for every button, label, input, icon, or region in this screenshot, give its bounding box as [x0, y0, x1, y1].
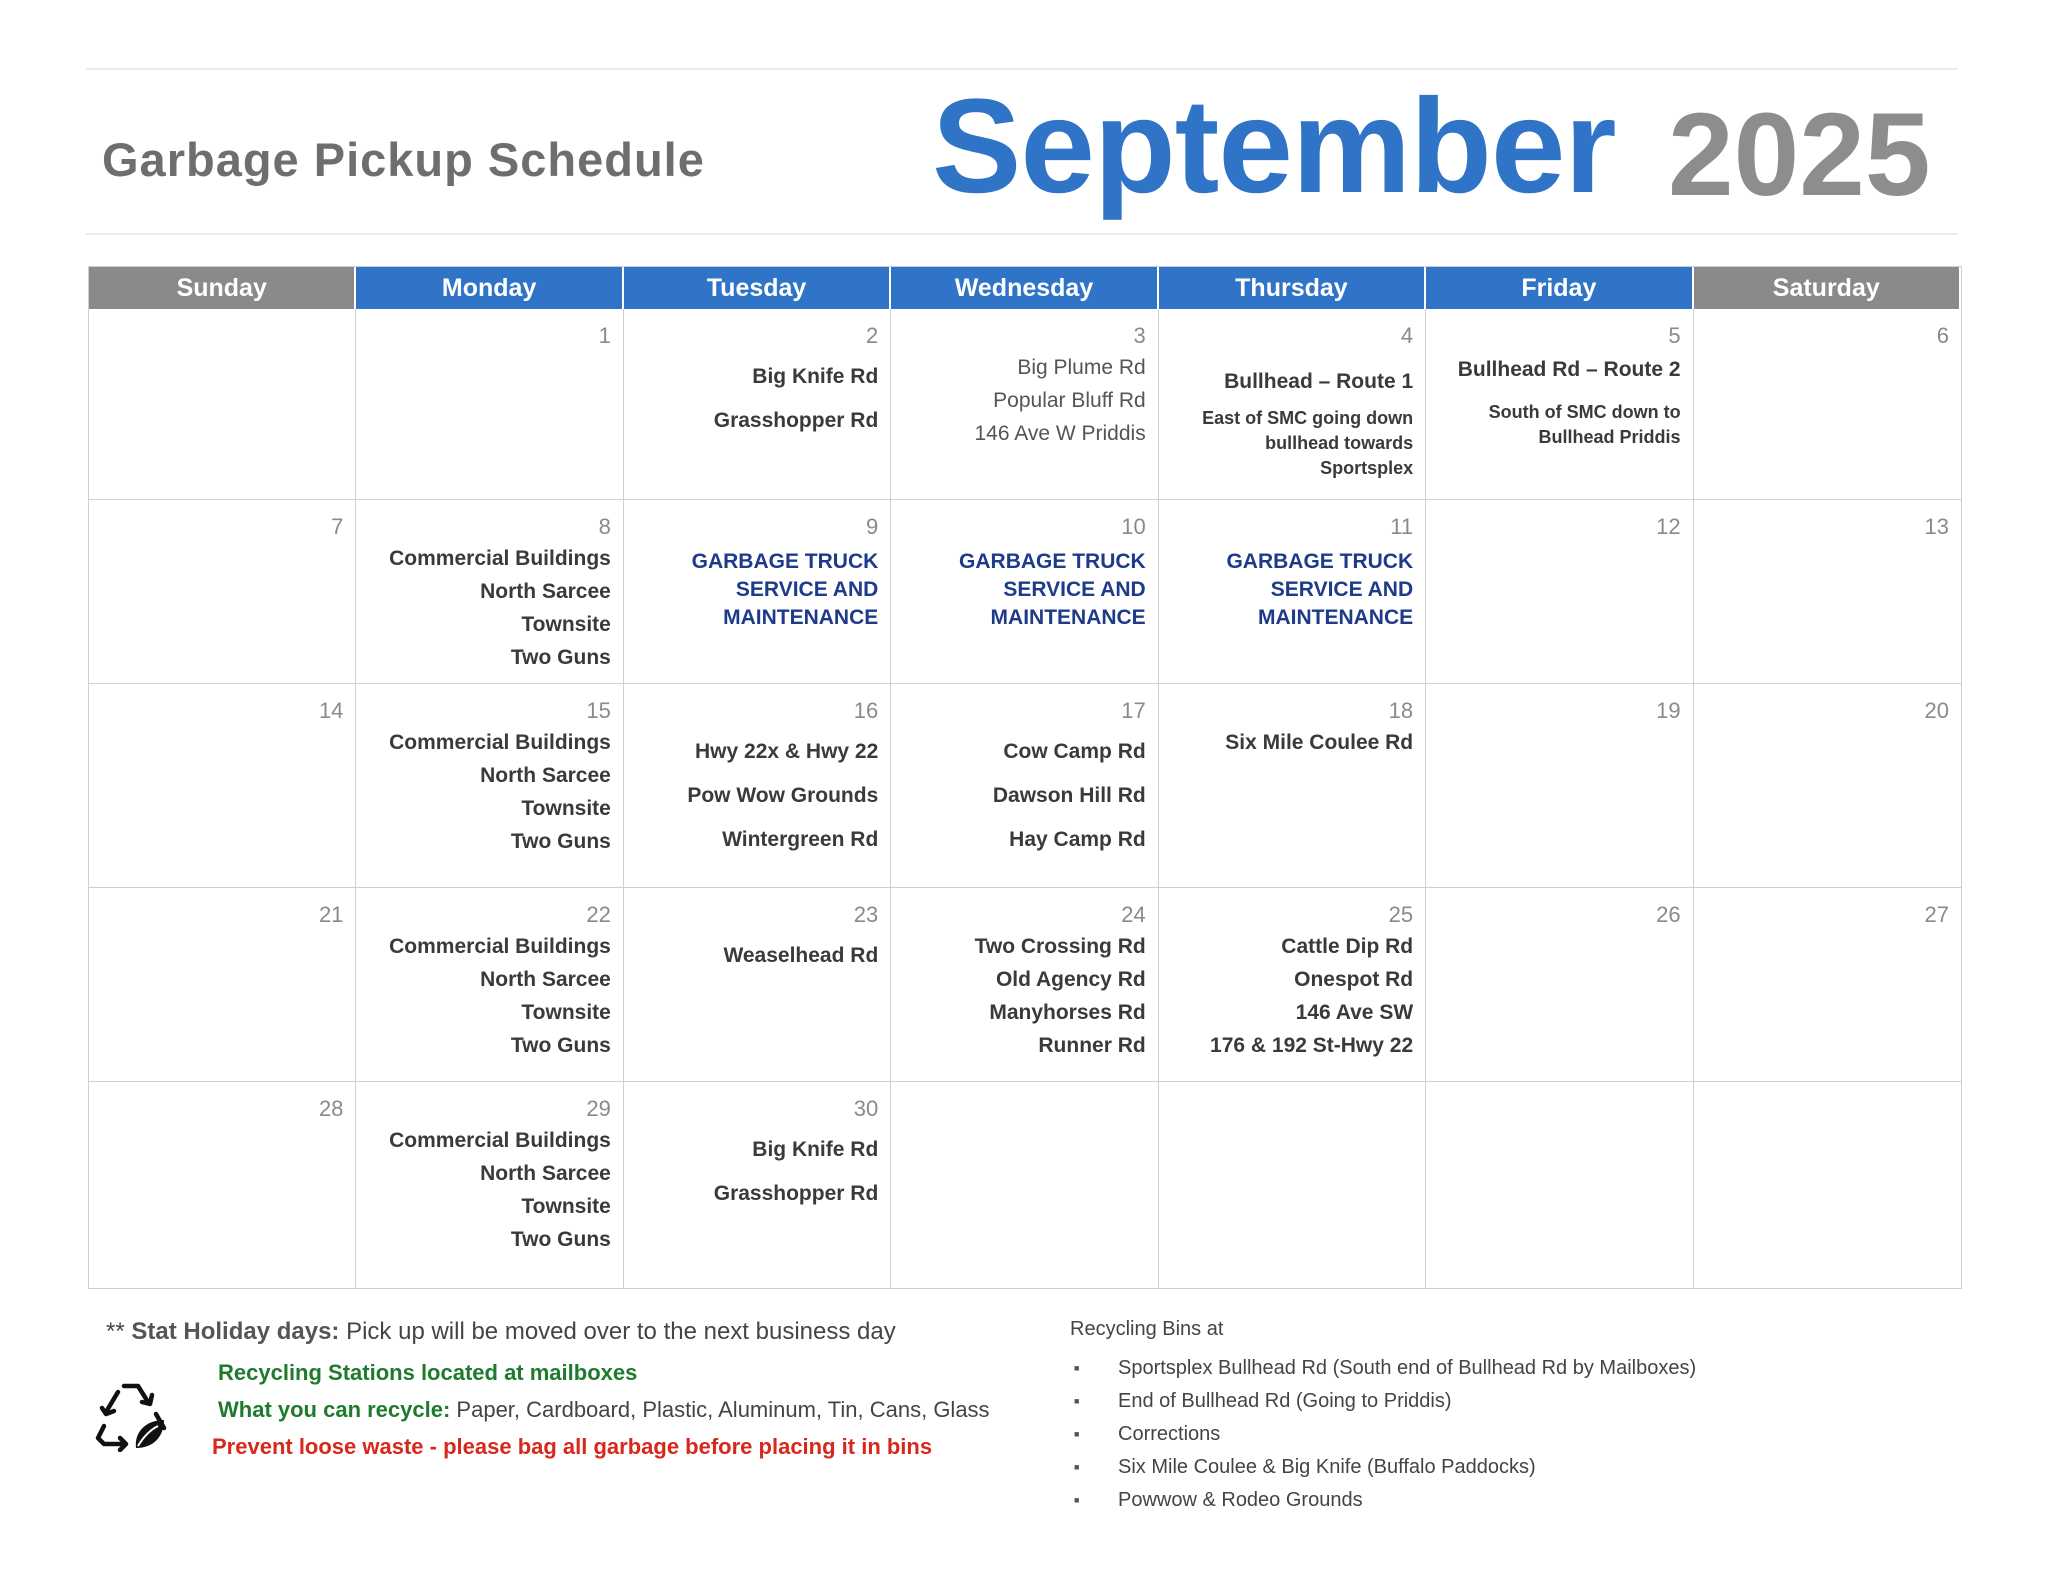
day-cell: [89, 500, 356, 684]
month-title: September: [932, 72, 1616, 221]
pickup-list: [903, 351, 1145, 450]
day-cell: [1426, 309, 1693, 500]
year-title: 2025: [1668, 89, 1931, 221]
day-cell: [1159, 888, 1426, 1082]
top-divider: [86, 68, 1958, 70]
day-cell: [624, 888, 891, 1082]
pickup-road: Two Crossing Rd: [974, 935, 1146, 958]
day-number: 24: [1121, 902, 1146, 927]
pickup-list: [903, 730, 1145, 862]
day-number: 30: [853, 1096, 879, 1121]
day-header-sunday: Sunday: [89, 267, 356, 309]
pickup-list: [636, 934, 878, 978]
service-notice: GARBAGE TRUCK: [1226, 550, 1414, 573]
day-cell: [1426, 1082, 1693, 1288]
day-number: 20: [1924, 698, 1949, 723]
day-cell: [1159, 1082, 1426, 1288]
pickup-road: Two Guns: [510, 646, 611, 669]
pickup-road: North Sarcee: [480, 968, 611, 991]
day-header-monday: Monday: [356, 267, 623, 309]
day-header-tuesday: Tuesday: [624, 267, 891, 309]
pickup-road: Commercial Buildings: [389, 547, 611, 570]
pickup-road: North Sarcee: [480, 1162, 611, 1185]
day-header-friday: Friday: [1426, 267, 1693, 309]
day-cell: [1159, 500, 1426, 684]
pickup-road: Dawson Hill Rd: [992, 784, 1146, 807]
day-number: 15: [586, 698, 611, 723]
stat-prefix: **: [106, 1318, 132, 1345]
day-cell: [891, 309, 1158, 500]
day-cell: [1694, 309, 1961, 500]
pickup-road: Hay Camp Rd: [1009, 828, 1146, 851]
pickup-road: Manyhorses Rd: [989, 1001, 1146, 1024]
day-cell: [356, 500, 623, 684]
day-cell: [356, 684, 623, 888]
day-number: 26: [1656, 902, 1681, 927]
pickup-list: [903, 548, 1145, 632]
day-number: 9: [866, 514, 879, 539]
header-divider: [86, 233, 1958, 235]
calendar-grid: [88, 266, 1962, 1289]
day-cell: [1159, 684, 1426, 888]
pickup-list: [368, 930, 610, 1062]
service-notice: SERVICE AND: [1003, 578, 1146, 601]
day-cell: [624, 500, 891, 684]
day-number: 27: [1924, 902, 1949, 927]
pickup-road: Big Knife Rd: [752, 365, 879, 388]
day-number: 10: [1121, 514, 1146, 539]
recycle-items-note: [218, 1397, 990, 1423]
pickup-list: [368, 1124, 610, 1256]
pickup-road: Cow Camp Rd: [1003, 740, 1146, 763]
day-number: 29: [586, 1096, 611, 1121]
bins-list-item: ■ Six Mile Coulee & Big Knife (Buffalo Paddocks): [1118, 1451, 1696, 1484]
warning-note: Prevent loose waste - please bag all garbage before placing it in bins: [212, 1434, 933, 1459]
day-cell: [89, 309, 356, 500]
day-cell: [89, 1082, 356, 1288]
day-cell: [624, 684, 891, 888]
pickup-road: Townsite: [521, 797, 611, 820]
day-cell: [891, 888, 1158, 1082]
pickup-list: [903, 930, 1145, 1062]
pickup-list: [1171, 930, 1413, 1062]
day-number: 4: [1400, 323, 1414, 348]
day-number: 16: [853, 698, 879, 723]
pickup-road: 146 Ave W Priddis: [974, 422, 1146, 445]
pickup-list: [1171, 726, 1413, 759]
day-number: 3: [1133, 323, 1146, 348]
day-number: 28: [318, 1096, 344, 1121]
day-number: 5: [1668, 323, 1681, 348]
pickup-road: Cattle Dip Rd: [1281, 935, 1414, 958]
pickup-list: [368, 726, 610, 858]
pickup-list: [1171, 351, 1413, 481]
day-cell: [356, 309, 623, 500]
day-cell: [891, 684, 1158, 888]
day-cell: [89, 888, 356, 1082]
pickup-road: Runner Rd: [1038, 1034, 1146, 1057]
day-header-saturday: Saturday: [1694, 267, 1961, 309]
day-cell: [1694, 888, 1961, 1082]
day-number: 22: [586, 902, 611, 927]
recycling-bins-section: [1070, 1318, 1697, 1511]
pickup-road: North Sarcee: [480, 764, 611, 787]
pickup-road: Six Mile Coulee Rd: [1225, 731, 1414, 754]
service-notice: GARBAGE TRUCK: [691, 550, 879, 573]
day-cell: [891, 500, 1158, 684]
day-cell: [891, 1082, 1158, 1288]
day-cell: [1426, 500, 1693, 684]
bins-list: [1118, 1352, 1696, 1517]
pickup-road: Big Knife Rd: [752, 1138, 879, 1161]
pickup-road: Hwy 22x & Hwy 22: [695, 740, 879, 763]
day-number: 14: [318, 698, 344, 723]
pickup-road: Wintergreen Rd: [722, 828, 879, 851]
bins-list-item: ■ Sportsplex Bullhead Rd (South end of Bullhead Rd by Mailboxes): [1118, 1352, 1696, 1385]
pickup-road: North Sarcee: [480, 580, 611, 603]
day-cell: [1426, 888, 1693, 1082]
pickup-road: Townsite: [521, 613, 611, 636]
service-notice: MAINTENANCE: [723, 606, 879, 629]
pickup-road: South of SMC down to: [1488, 402, 1681, 422]
day-number: 2: [866, 323, 879, 348]
pickup-road: Sportsplex: [1320, 458, 1414, 478]
pickup-list: [636, 355, 878, 443]
day-number: 13: [1924, 514, 1949, 539]
day-number: 11: [1390, 514, 1414, 539]
day-number: 25: [1388, 902, 1414, 927]
pickup-list: [636, 730, 878, 862]
service-notice: SERVICE AND: [1270, 578, 1414, 601]
pickup-road: Pow Wow Grounds: [687, 784, 879, 807]
day-number: 12: [1656, 514, 1681, 539]
pickup-road: Two Guns: [510, 1034, 611, 1057]
day-number: 17: [1121, 698, 1146, 723]
recycling-stations-note: Recycling Stations located at mailboxes: [218, 1360, 638, 1385]
pickup-road: Grasshopper Rd: [713, 1182, 879, 1205]
day-cell: [1426, 684, 1693, 888]
pickup-road: 176 & 192 St-Hwy 22: [1210, 1034, 1414, 1057]
day-number: 18: [1388, 698, 1414, 723]
stat-label: Stat Holiday days:: [131, 1318, 340, 1345]
pickup-road: Bullhead Rd – Route 2: [1457, 358, 1681, 381]
pickup-road: Weaselhead Rd: [723, 944, 879, 967]
stat-text: Pick up will be moved over to the next business day: [339, 1318, 896, 1345]
pickup-road: Onespot Rd: [1294, 968, 1414, 991]
pickup-road: Popular Bluff Rd: [993, 389, 1146, 412]
day-number: 1: [598, 323, 611, 348]
day-number: 7: [331, 514, 344, 539]
service-notice: GARBAGE TRUCK: [959, 550, 1146, 573]
pickup-list: [636, 548, 878, 632]
day-cell: [624, 1082, 891, 1288]
day-cell: [1159, 309, 1426, 500]
pickup-road: bullhead towards: [1265, 433, 1414, 453]
pickup-list: [636, 1128, 878, 1216]
pickup-road: Bullhead – Route 1: [1224, 370, 1414, 393]
pickup-road: East of SMC going down: [1202, 408, 1414, 428]
pickup-road: Two Guns: [510, 830, 611, 853]
bins-title: Recycling Bins at: [1070, 1318, 1224, 1340]
recycle-icon: [94, 1380, 170, 1452]
pickup-road: Commercial Buildings: [389, 731, 611, 754]
day-number: 21: [318, 902, 344, 927]
day-number: 6: [1936, 323, 1949, 348]
day-header-thursday: Thursday: [1159, 267, 1426, 309]
pickup-road: Big Plume Rd: [1017, 356, 1146, 379]
pickup-road: Commercial Buildings: [389, 1129, 611, 1152]
service-notice: MAINTENANCE: [990, 606, 1146, 629]
schedule-title: Garbage Pickup Schedule: [102, 133, 705, 186]
bins-list-item: ■ End of Bullhead Rd (Going to Priddis): [1118, 1385, 1696, 1418]
pickup-list: [1171, 548, 1413, 632]
pickup-road: Two Guns: [510, 1228, 611, 1251]
day-number: 23: [853, 902, 879, 927]
pickup-road: Grasshopper Rd: [713, 409, 879, 432]
pickup-road: Bullhead Priddis: [1538, 427, 1681, 447]
pickup-list: [368, 542, 610, 674]
recycle-items-label: What you can recycle:: [218, 1397, 451, 1422]
day-cell: [356, 1082, 623, 1288]
day-header-wednesday: Wednesday: [891, 267, 1158, 309]
service-notice: SERVICE AND: [735, 578, 879, 601]
stat-holiday-note: [106, 1318, 896, 1346]
day-cell: [89, 684, 356, 888]
bins-list-item: ■ Powwow & Rodeo Grounds: [1118, 1484, 1696, 1517]
day-number: 19: [1656, 698, 1681, 723]
pickup-road: Townsite: [521, 1001, 611, 1024]
pickup-road: 146 Ave SW: [1295, 1001, 1414, 1024]
day-cell: [1694, 500, 1961, 684]
service-notice: MAINTENANCE: [1257, 606, 1414, 629]
recycle-items-list: Paper, Cardboard, Plastic, Aluminum, Tin, Cans, Glass: [450, 1397, 990, 1422]
day-cell: [1694, 1082, 1961, 1288]
day-cell: [1694, 684, 1961, 888]
day-cell: [624, 309, 891, 500]
pickup-road: Old Agency Rd: [995, 968, 1146, 991]
pickup-road: Townsite: [521, 1195, 611, 1218]
day-number: 8: [598, 514, 611, 539]
day-cell: [356, 888, 623, 1082]
pickup-list: [1438, 351, 1680, 450]
bins-list-item: ■ Corrections: [1118, 1418, 1696, 1451]
pickup-road: Commercial Buildings: [389, 935, 611, 958]
